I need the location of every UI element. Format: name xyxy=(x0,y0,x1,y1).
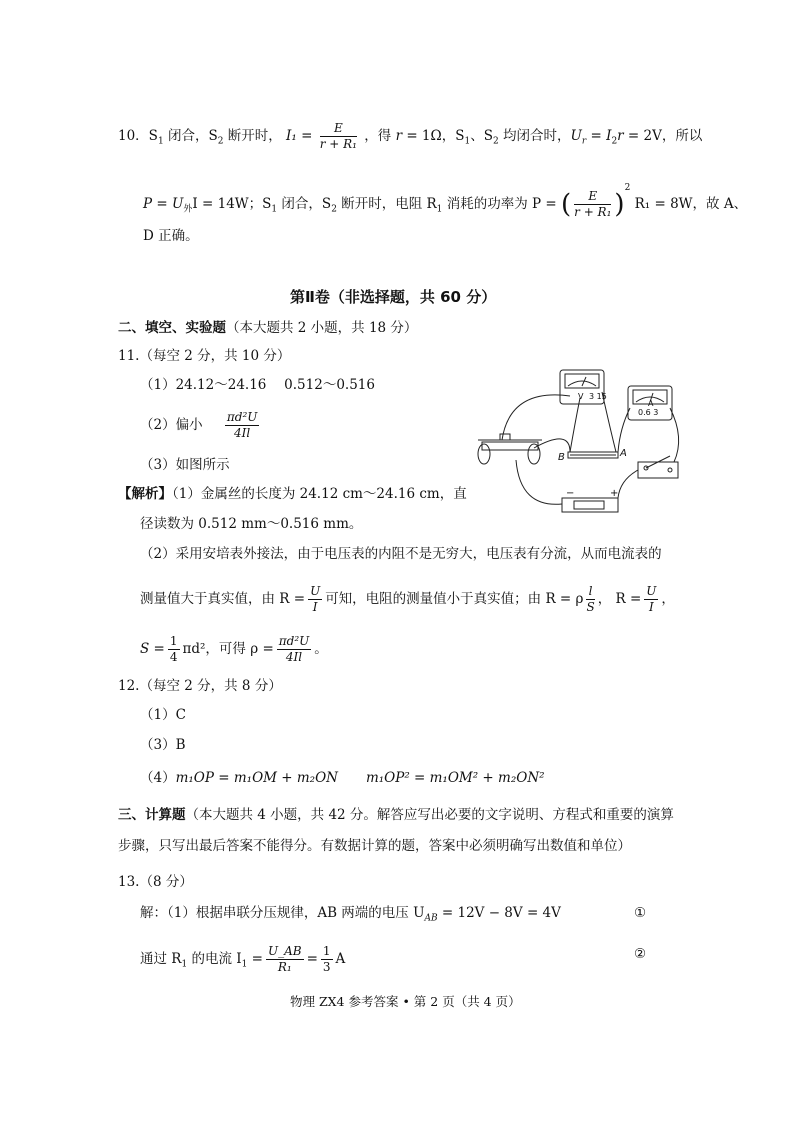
q11-answer-3: （3）如图所示 xyxy=(140,457,230,473)
q10-line3: D 正确。 xyxy=(143,228,199,244)
momentum-eq-2: m₁OP² = m₁OM² + m₂ON² xyxy=(365,770,545,786)
fraction-one-third: $\frac{1}{3}$ xyxy=(322,944,331,974)
ammeter-label: A xyxy=(648,399,654,408)
q11-answer-1: （1）24.12～24.16 0.512～0.516 xyxy=(140,377,375,393)
q12-head: 12.（每空 2 分，共 8 分） xyxy=(118,678,282,694)
rheostat-icon xyxy=(482,442,538,450)
q10-line2: $P = U_外I = 14W$；$S_1$ 闭合，$S_2$ 断开时，电阻 $R_1$ 消耗的功率为 P = ( $\frac{E}{\text{r + R₁}}$ )$^2$ R₁ = 8W，故 A、 xyxy=(143,183,748,220)
heading-3: 三、计算题（本大题共 4 小题，共 42 分。解答应写出必要的文字说明、方程式和重要的演算 xyxy=(118,807,674,823)
fraction-quarter: $\frac{1}{4}$ xyxy=(169,634,178,664)
heading-3-line2: 步骤，只写出最后答案不能得分。有数据计算的题，答案中必须明确写出数值和单位） xyxy=(118,838,631,854)
q13-step-2: 通过 $R_1$ 的电流 $I_1$ = $\frac{U\_AB}{\text{R₁}}$ = $\frac{1}{3}$ A xyxy=(140,944,346,974)
fraction-e-over-r-r1: $\frac{E}{\text{r + R₁}}$ xyxy=(319,121,357,151)
fraction-u-over-i-2: $\frac{U}{I}$ xyxy=(646,584,657,614)
fraction-resistivity: $\frac{\text{πd²U}}{4Il}$ xyxy=(226,410,258,440)
label-b: B xyxy=(558,452,565,463)
q11-analysis-5: S = $\frac{1}{4}$ πd²，可得 ρ = $\frac{\text{πd²U}}{4Il}$ 。 xyxy=(140,634,328,664)
q11-answer-2: （2）偏小 $\frac{\text{πd²U}}{4Il}$ xyxy=(140,410,258,440)
q11-analysis-1: 【解析】（1）金属丝的长度为 24.12 cm～24.16 cm，直 xyxy=(118,486,467,502)
q12-answer-4: （4）m₁OP = m₁OM + m₂ON m₁OP² = m₁OM² + m₂ON² xyxy=(140,770,545,786)
q12-answer-1: （1）C xyxy=(140,707,186,723)
battery-plus: + xyxy=(610,488,619,499)
momentum-eq-1: m₁OP = m₁OM + m₂ON xyxy=(175,770,338,786)
q13-step-1: 解：（1）根据串联分压规律，AB 两端的电压 $U_{AB} = 12V - 8V = 4V$ xyxy=(140,905,561,924)
fraction-uab-over-r1: $\frac{U\_AB}{\text{R₁}}$ xyxy=(267,944,302,974)
q13-head: 13.（8 分） xyxy=(118,874,193,890)
q11-analysis-4: 测量值大于真实值，由 R = $\frac{U}{I}$ 可知，电阻的测量值小于真实值；由 R = ρ $\frac{l}{S}$ ， R = $\frac{U}{I}$ ， xyxy=(140,584,675,614)
voltmeter-label: V xyxy=(578,392,584,401)
q11-analysis-3: （2）采用安培表外接法，由于电压表的内阻不是无穷大，电压表有分流，从而电流表的 xyxy=(140,546,662,562)
q13-mark-1: ① xyxy=(634,905,647,921)
formula-i1: I₁ = xyxy=(286,128,313,144)
label-a: A xyxy=(620,448,627,459)
heading-2: 二、填空、实验题（本大题共 2 小题，共 18 分） xyxy=(118,320,418,336)
fraction-u-over-i: $\frac{U}{I}$ xyxy=(310,584,321,614)
section-title: 第Ⅱ卷（非选择题，共 60 分） xyxy=(290,288,497,306)
fraction-power: $\frac{E}{\text{r + R₁}}$ xyxy=(574,189,612,219)
page-footer: 物理 ZX4 参考答案 • 第 2 页（共 4 页） xyxy=(290,994,521,1009)
fraction-rho: $\frac{\text{πd²U}}{4Il}$ xyxy=(278,634,310,664)
circuit-diagram xyxy=(470,368,692,520)
q11-head: 11.（每空 2 分，共 10 分） xyxy=(118,348,291,364)
battery-minus: − xyxy=(566,488,575,499)
q13-mark-2: ② xyxy=(634,946,647,962)
fraction-l-over-s: $\frac{l}{S}$ xyxy=(586,584,595,614)
q10-line1: 10．$S_1$ 闭合，$S_2$ 断开时， I₁ = $\frac{E}{\text{r + R₁}}$ ，得 r = 1Ω，$S_1$、$S_2$ 均闭合时，$U_r = I_2r = 2V$，所以 xyxy=(118,121,703,151)
q12-answer-3: （3）B xyxy=(140,737,186,753)
voltmeter-scale-label: 3 15 xyxy=(589,392,607,401)
battery-icon xyxy=(562,498,618,512)
q11-analysis-2: 径读数为 0.512 mm～0.516 mm。 xyxy=(140,516,363,532)
ammeter-scale-label: 0.6 3 xyxy=(638,408,659,417)
